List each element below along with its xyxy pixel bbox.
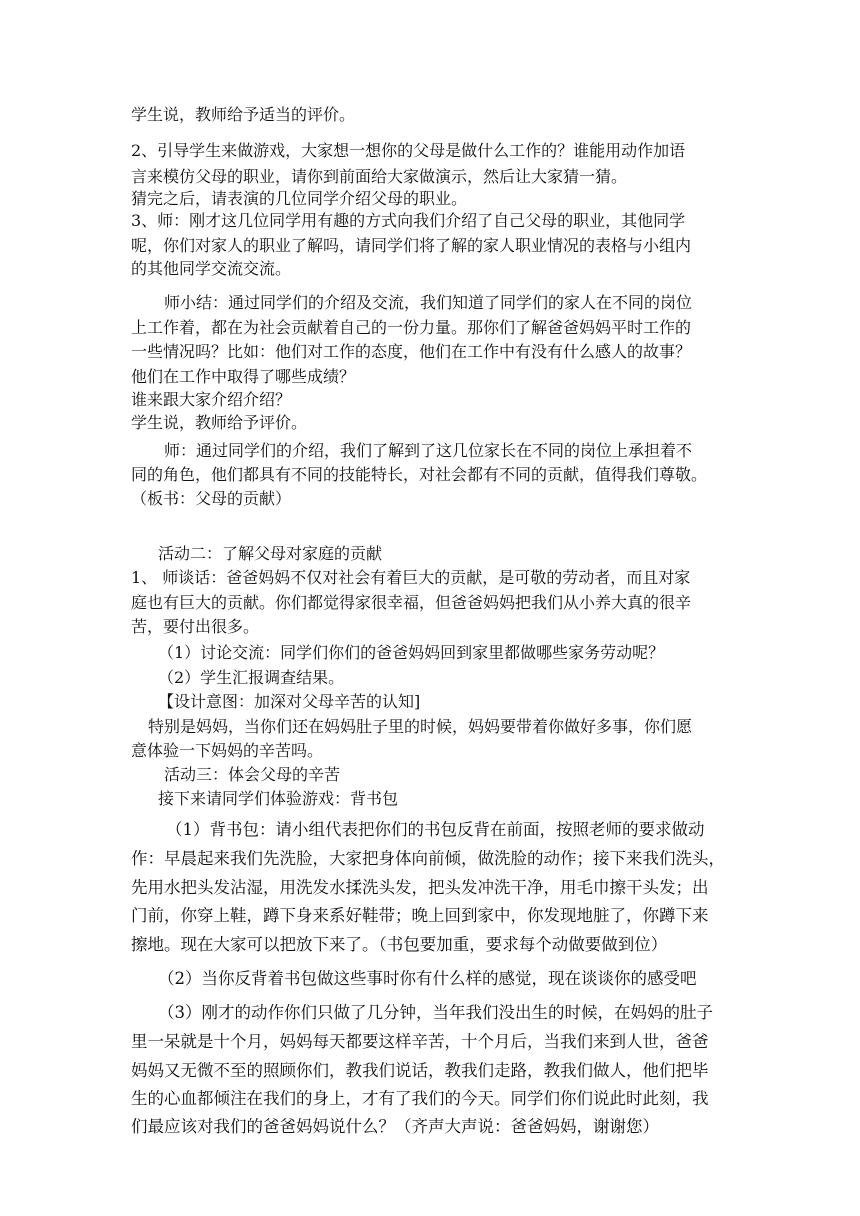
text-line: 【设计意图：加深对父母辛苦的认知] [158, 692, 421, 711]
text-line: 特别是妈妈，当你们还在妈妈肚子里的时候，妈妈要带着你做好多事，你们愿 [148, 717, 693, 736]
section-heading: 活动三：体会父母的辛苦 [164, 765, 341, 784]
text-line: （板书：父母的贡献） [131, 489, 292, 508]
text-line: 生的心血都倾注在我们的身上，才有了我们的今天。同学们你们说此时此刻，我 [131, 1089, 709, 1108]
text-line: 师小结：通过同学们的介绍及交流，我们知道了同学们的家人在不同的岗位 [164, 293, 693, 312]
text-line: （3）刚才的动作你们只做了几分钟，当年我们没出生的时候，在妈妈的肚子 [158, 1003, 713, 1022]
text-line: 3、师：刚才这几位同学用有趣的方式向我们介绍了自己父母的职业，其他同学 [131, 211, 686, 230]
text-line: 苦，要付出很多。 [131, 617, 260, 636]
text-line: 言来模仿父母的职业，请你到前面给大家做演示，然后让大家猜一猜。 [131, 167, 628, 186]
text-line: 们最应该对我们的爸爸妈妈说什么？（齐声大声说：爸爸妈妈，谢谢您） [131, 1117, 659, 1136]
text-line: （1）背书包：请小组代表把你们的书包反背在前面，按照老师的要求做动 [166, 820, 705, 839]
text-line: 学生说，教师给予适当的评价。 [131, 105, 356, 124]
section-heading: 活动二：了解父母对家庭的贡献 [158, 544, 383, 563]
text-line: 1、 师谈话：爸爸妈妈不仅对社会有着巨大的贡献，是可敬的劳动者，而且对家 [131, 568, 691, 587]
text-line: 呢，你们对家人的职业了解吗，请同学们将了解的家人职业情况的表格与小组内 [131, 236, 692, 255]
text-line: 2、引导学生来做游戏，大家想一想你的父母是做什么工作的？谁能用动作加语 [131, 141, 686, 160]
text-line: 先用水把头发沾湿，用洗发水揉洗头发，把头发冲洗干净，用毛巾擦干头发；出 [131, 878, 709, 897]
text-line: 作：早晨起来我们先洗脸，大家把身体向前倾，做洗脸的动作；接下来我们洗头， [131, 849, 725, 868]
text-line: 学生说，教师给予评价。 [131, 413, 308, 432]
text-line: （1）讨论交流：同学们你们的爸爸妈妈回到家里都做哪些家务劳动呢？ [158, 643, 665, 662]
text-line: 门前，你穿上鞋，蹲下身来系好鞋带；晚上回到家中，你发现地脏了，你蹲下来 [131, 906, 709, 925]
text-line: 谁来跟大家介绍介绍？ [131, 390, 292, 409]
text-line: 擦地。现在大家可以把放下来了。（书包要加重，要求每个动做要做到位） [131, 935, 668, 954]
text-line: 上工作着，都在为社会贡献着自己的一份力量。那你们了解爸爸妈妈平时工作的 [131, 318, 692, 337]
text-line: 一些情况吗？比如：他们对工作的态度，他们在工作中有没有什么感人的故事？ [131, 342, 692, 361]
text-line: 猜完之后，请表演的几位同学介绍父母的职业。 [131, 189, 468, 208]
text-line: 的其他同学交流交流。 [131, 259, 292, 278]
text-line: 庭也有巨大的贡献。你们都觉得家很幸福，但爸爸妈妈把我们从小养大真的很辛 [131, 593, 692, 612]
text-line: （2）学生汇报调查结果。 [158, 668, 345, 687]
text-line: 师：通过同学们的介绍，我们了解到了这几位家长在不同的岗位上承担着不 [164, 441, 693, 460]
text-line: 意体验一下妈妈的辛苦吗。 [131, 741, 324, 760]
text-line: 同的角色，他们都具有不同的技能特长，对社会都有不同的贡献，值得我们尊敬。 [131, 465, 708, 484]
text-line: 妈妈又无微不至的照顾你们，教我们说话，教我们走路，教我们做人，他们把毕 [131, 1061, 709, 1080]
text-line: 接下来请同学们体验游戏：背书包 [158, 789, 399, 808]
text-line: （2）当你反背着书包做这些事时你有什么样的感觉，现在谈谈你的感受吧 [158, 969, 697, 988]
text-line: 里一呆就是十个月，妈妈每天都要这样辛苦，十个月后，当我们来到人世，爸爸 [131, 1032, 709, 1051]
text-line: 他们在工作中取得了哪些成绩？ [131, 367, 356, 386]
